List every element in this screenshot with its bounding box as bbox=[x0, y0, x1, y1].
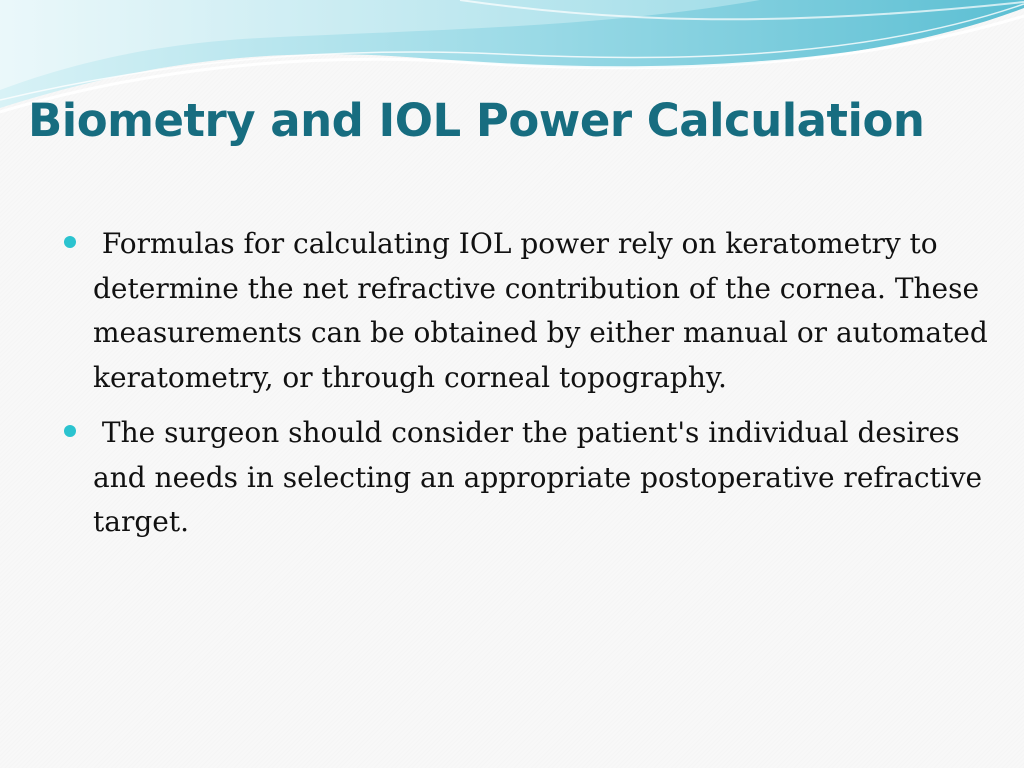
bullet-text: The surgeon should consider the patient's individual desires and needs in selecting an appropriate postoperative refractive target. bbox=[93, 416, 992, 538]
bullet-dot-icon bbox=[64, 236, 76, 248]
bullet-item bbox=[64, 411, 994, 545]
bullet-dot-icon bbox=[64, 425, 76, 437]
bullet-list bbox=[64, 222, 997, 556]
slide-title: Biometry and IOL Power Calculation bbox=[28, 94, 925, 147]
bullet-item bbox=[64, 222, 997, 400]
bullet-text: Formulas for calculating IOL power rely on keratometry to determine the net refractive contribution of the cornea. These measurements can be obtained by either manual or automated keratometry, or through corneal topography. bbox=[93, 227, 997, 394]
